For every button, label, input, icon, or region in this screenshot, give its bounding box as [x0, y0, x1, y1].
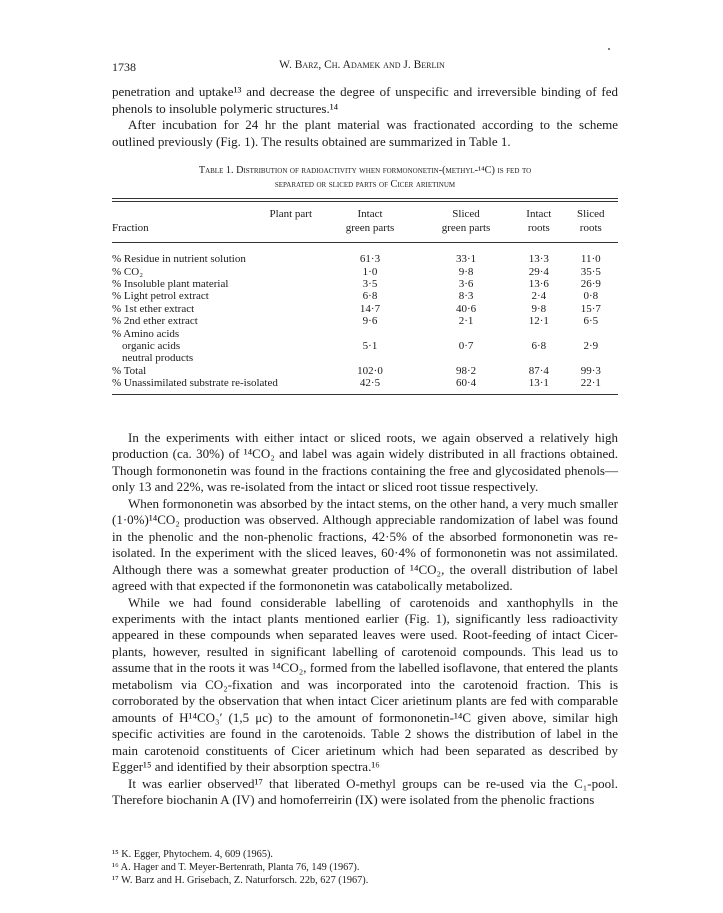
- row-value: 3·6: [458, 277, 474, 290]
- body-paragraph-1: In the experiments with either intact or sliced roots, we again observed a relatively high production (ca. 30%) of ¹⁴CO₂ and label was again widely distributed in all fractions obtained. Though formononetin was found in the fractions containing the free and glycosidated phenols—only 13 and 22%, was re-isolated from the intact or sliced root tissue respectively.: [112, 430, 618, 495]
- header-col-4: Sliced: [577, 208, 605, 220]
- intro-text: [112, 84, 618, 150]
- row-value: 15·7: [580, 302, 601, 315]
- table-row: [112, 352, 618, 364]
- row-value: 1·0: [362, 265, 378, 278]
- table-top-rule: [112, 198, 618, 199]
- row-value: 8·3: [458, 290, 474, 303]
- row-value: 13·6: [528, 277, 549, 290]
- table-body: [112, 253, 618, 389]
- row-value: [322, 352, 418, 364]
- body-paragraph-4: It was earlier observed¹⁷ that liberated O-methyl groups can be re-used via the C₁-pool. Therefore biochanin A (IV) and homoferreirin (IX) were isolated from the phenolic fractions: [112, 775, 618, 807]
- body-text: [112, 430, 618, 808]
- row-value: 5·1: [362, 339, 378, 352]
- table-row: [112, 315, 618, 327]
- header-col-1: Intact: [357, 208, 383, 220]
- page-number: 1738: [112, 60, 136, 74]
- intro-paragraph-2: After incubation for 24 hr the plant material was fractionated according to the scheme outlined previously (Fig. 1). The results obtained are summarized in Table 1.: [112, 117, 618, 149]
- footnote-15: ¹⁵ K. Egger, Phytochem. 4, 609 (1965).: [112, 849, 273, 860]
- table-row: [112, 253, 618, 265]
- row-value: 22·1: [580, 377, 601, 390]
- table-row: [112, 327, 618, 339]
- row-value: [418, 327, 514, 339]
- table-row: [112, 365, 618, 377]
- row-label: % 1st ether extract: [112, 302, 195, 315]
- header-col-1-sub: green parts: [345, 222, 395, 234]
- row-value: 11·0: [580, 253, 601, 266]
- row-label: % CO₂: [112, 265, 144, 278]
- table-caption: [112, 164, 618, 192]
- row-value: [514, 352, 564, 364]
- table-row: [112, 340, 618, 352]
- row-value: 29·4: [528, 265, 549, 278]
- header-fraction: Fraction: [112, 222, 149, 234]
- row-label: % Total: [112, 364, 147, 377]
- footnote-17: ¹⁷ W. Barz and H. Grisebach, Z. Naturforsch. 22b, 627 (1967).: [112, 875, 369, 886]
- row-label: organic acids: [122, 339, 181, 352]
- row-value: 2·4: [531, 290, 547, 303]
- header-col-2: Sliced: [452, 208, 480, 220]
- row-value: 33·1: [455, 253, 477, 266]
- row-value: 26·9: [580, 277, 601, 290]
- row-value: [322, 327, 418, 339]
- intro-paragraph-1: penetration and uptake¹³ and decrease the degree of unspecific and irreversible binding of fed phenols to insoluble polymeric structures.¹⁴: [112, 84, 618, 116]
- row-value: 6·5: [583, 315, 599, 328]
- row-value: 102·0: [357, 364, 383, 377]
- header-col-4-sub: roots: [579, 222, 602, 234]
- row-value: [564, 327, 618, 339]
- row-label: % Residue in nutrient solution: [112, 253, 246, 266]
- row-value: [418, 352, 514, 364]
- row-value: 40·6: [455, 302, 477, 315]
- table-top-rule-double: [112, 201, 618, 202]
- row-value: 99·3: [580, 364, 601, 377]
- table-row: [112, 377, 618, 389]
- row-label: % Insoluble plant material: [112, 277, 229, 290]
- radioactivity-table: [112, 206, 618, 395]
- body-paragraph-2: When formononetin was absorbed by the intact stems, on the other hand, a very much smaller (1·0%)¹⁴CO₂ production was observed. Although appreciable randomization of label was found in the phenolic and the non-phenolic fractions, 42·5% of the absorbed formononetin was re-isolated. In the experiment with the sliced leaves, 60·4% of formononetin was not assimilated. Although there was a somewhat greater production of ¹⁴CO₂, the overall distribution of label agreed with that expected if the formononetin was catabolically metabolized.: [112, 495, 618, 594]
- row-label: neutral products: [122, 352, 194, 365]
- table-caption-line-1: Table 1. Distribution of radioactivity when formononetin-(methyl-¹⁴C) is fed to: [198, 165, 532, 176]
- row-label: % Light petrol extract: [112, 290, 209, 303]
- row-value: 6·8: [531, 339, 547, 352]
- header-col-3-sub: roots: [527, 222, 550, 234]
- row-value: 12·1: [528, 315, 549, 328]
- row-value: 42·5: [359, 377, 381, 390]
- row-value: 2·1: [458, 315, 474, 328]
- footnotes: [112, 848, 618, 887]
- header-col-2-sub: green parts: [441, 222, 491, 234]
- row-value: 60·4: [455, 377, 477, 390]
- row-label: % 2nd ether extract: [112, 315, 198, 328]
- header-plant-part: [112, 206, 322, 220]
- page-mark: [608, 48, 610, 50]
- table-header-row-1: [112, 206, 618, 220]
- row-value: 6·8: [362, 290, 378, 303]
- header-col-3: Intact: [526, 208, 552, 220]
- row-value: 14·7: [359, 302, 381, 315]
- row-value: 2·9: [583, 339, 599, 352]
- row-value: 0·7: [458, 339, 474, 352]
- row-value: 13·1: [528, 377, 549, 390]
- row-value: 3·5: [362, 277, 378, 290]
- row-label: % Unassimilated substrate re-isolated: [112, 377, 278, 390]
- body-paragraph-3: While we had found considerable labelling of carotenoids and xanthophylls in the experiments with the intact plants mentioned earlier (Fig. 1), significantly less radioactivity appeared in these compounds when separated leaves were used. Root-feeding of intact Cicer-plants, however, resulted in significant labelling of carotenoid compounds. This lead us to assume that in the roots it was ¹⁴CO₂, formed from the labelled isoflavone, that entered the plants metabolism via CO₂-fixation and was incorporated into the carotenoid fraction. This is corroborated by the observation that when intact Cicer arietinum plants are fed with comparable amounts of H¹⁴CO₃′ (1,5 μc) to the amount of formononetin-¹⁴C given above, similar high specific activities are found in the carotenoids. Table 2 shows the distribution of label in the main carotenoid constituents of Cicer arietinum which had been separated as described by Egger¹⁵ and identified by their absorption spectra.¹⁶: [112, 594, 618, 775]
- table-row: [112, 265, 618, 277]
- header-plant-part-label: Plant part: [269, 208, 312, 220]
- row-label: % Amino acids: [112, 327, 180, 340]
- running-title: [112, 59, 612, 71]
- table-row: [112, 278, 618, 290]
- row-value: 0·8: [583, 290, 599, 303]
- row-value: 61·3: [359, 253, 381, 266]
- row-value: 9·6: [362, 315, 378, 328]
- row-value: 9·8: [458, 265, 474, 278]
- running-title-text: W. Barz, Ch. Adamek and J. Berlin: [279, 59, 445, 71]
- row-value: 35·5: [580, 265, 601, 278]
- row-value: 98·2: [455, 364, 477, 377]
- table-caption-line-2: separated or sliced parts of Cicer arietinum: [274, 179, 456, 190]
- row-value: 87·4: [528, 364, 549, 377]
- table-row: [112, 303, 618, 315]
- table-row: [112, 290, 618, 302]
- footnote-16: ¹⁶ A. Hager and T. Meyer-Bertenrath, Planta 76, 149 (1967).: [112, 862, 360, 873]
- row-value: [564, 352, 618, 364]
- row-value: 9·8: [531, 302, 547, 315]
- row-value: [514, 327, 564, 339]
- row-value: 13·3: [528, 253, 549, 266]
- table-header-row-2: [112, 220, 618, 236]
